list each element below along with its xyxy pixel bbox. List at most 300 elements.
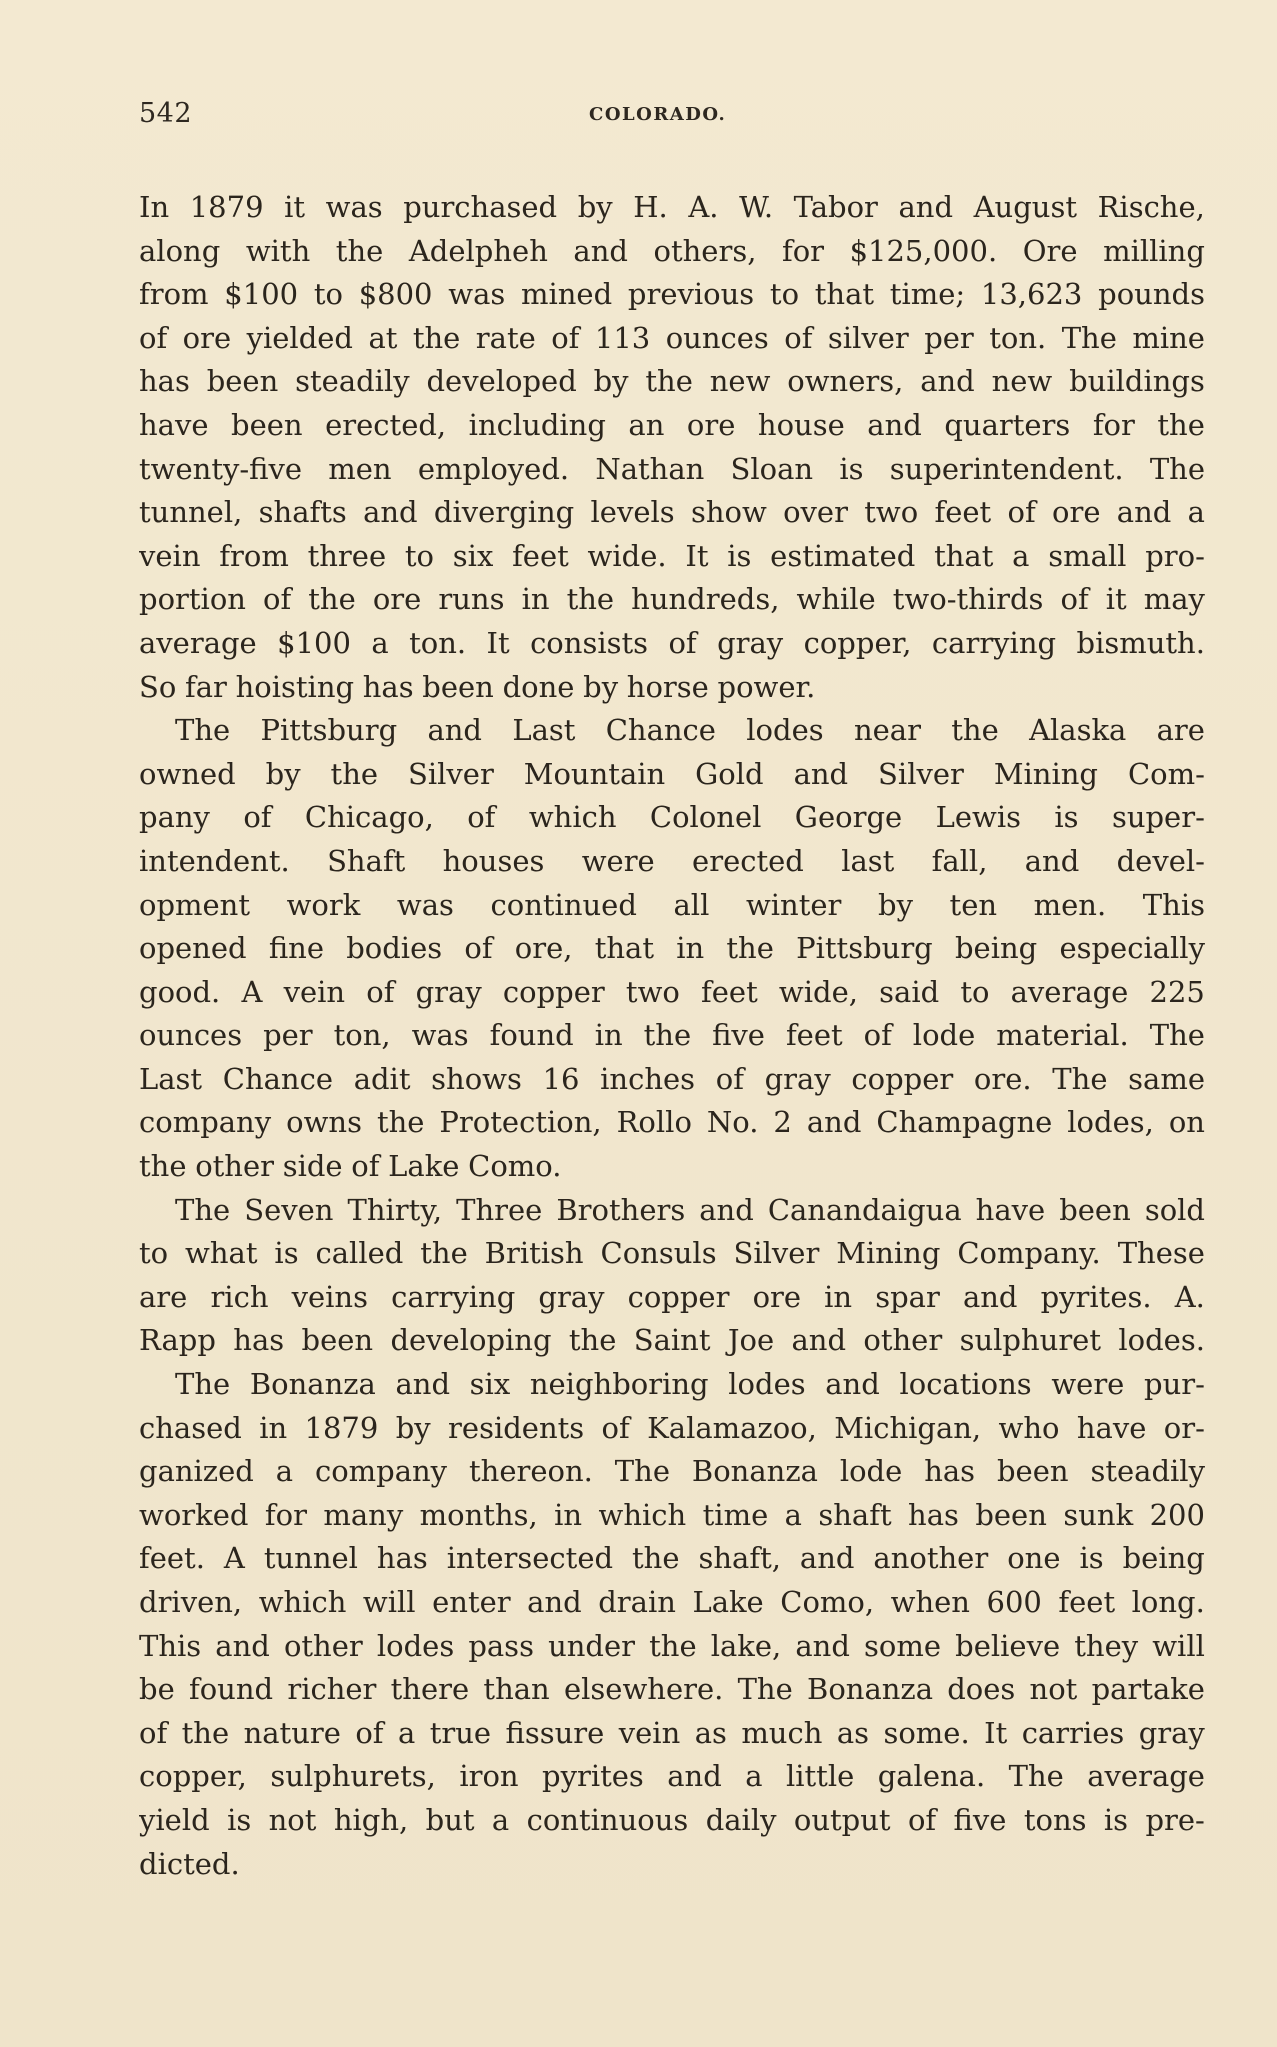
text-line bbox=[139, 1625, 1205, 1669]
word: ton. bbox=[409, 625, 467, 660]
word: super- bbox=[1111, 800, 1205, 835]
word: ore bbox=[752, 1279, 802, 1314]
word: on bbox=[1168, 1105, 1205, 1140]
word: and bbox=[427, 713, 482, 748]
word: adit bbox=[353, 1061, 411, 1096]
word: The bbox=[175, 1367, 231, 1402]
word: silver bbox=[827, 320, 909, 355]
word: in bbox=[824, 1279, 853, 1314]
word: Rollo bbox=[616, 1105, 692, 1140]
word: been bbox=[206, 364, 279, 399]
word: an bbox=[628, 407, 665, 442]
word: Lake bbox=[692, 1585, 764, 1619]
word: bismuth. bbox=[1076, 625, 1205, 660]
word: by bbox=[878, 887, 913, 922]
word: that bbox=[814, 277, 875, 312]
word: what bbox=[185, 1236, 258, 1271]
word: A bbox=[223, 1541, 245, 1576]
word: hoisting bbox=[235, 669, 355, 704]
word: lodes bbox=[746, 713, 824, 748]
word: was bbox=[411, 1018, 469, 1053]
text-line bbox=[139, 1276, 1205, 1320]
word: copper, bbox=[803, 625, 912, 660]
word: driven, bbox=[139, 1585, 243, 1619]
word: is bbox=[1079, 1541, 1104, 1576]
word: of bbox=[139, 1715, 168, 1750]
word: Bonanza bbox=[691, 1454, 818, 1489]
word: Gold bbox=[695, 756, 764, 791]
word: ore bbox=[372, 582, 422, 617]
word: fissure bbox=[505, 1715, 605, 1750]
word: Mountain bbox=[523, 756, 666, 791]
text-line bbox=[139, 1712, 1205, 1756]
text-line bbox=[139, 840, 1205, 884]
word: These bbox=[1117, 1236, 1205, 1271]
word: the bbox=[645, 364, 693, 399]
word: one bbox=[1007, 1541, 1061, 1576]
word: It bbox=[685, 538, 709, 573]
word: was bbox=[448, 277, 506, 312]
word: six bbox=[452, 538, 494, 573]
word: found bbox=[188, 1672, 274, 1707]
word: It bbox=[984, 1715, 1008, 1750]
text-line bbox=[139, 971, 1205, 1015]
word: enter bbox=[432, 1585, 511, 1619]
text-line bbox=[139, 666, 1205, 710]
text-line bbox=[139, 1450, 1205, 1494]
word: than bbox=[483, 1672, 550, 1707]
word: 600 bbox=[986, 1585, 1042, 1619]
text-line bbox=[139, 1145, 1205, 1189]
word: the bbox=[330, 756, 379, 791]
word: and bbox=[867, 407, 922, 442]
word: Consuls bbox=[600, 1236, 717, 1271]
word: believe bbox=[955, 1628, 1061, 1663]
word: the bbox=[951, 713, 999, 748]
word: Nathan bbox=[595, 451, 705, 486]
word: sold bbox=[1144, 1192, 1205, 1227]
word: of bbox=[263, 582, 292, 617]
word: to bbox=[313, 277, 343, 312]
word: of bbox=[351, 1149, 380, 1184]
word: including bbox=[468, 407, 606, 442]
word: Bonanza bbox=[807, 1672, 933, 1707]
word: is bbox=[1054, 800, 1079, 835]
word: was bbox=[325, 190, 383, 224]
word: George bbox=[794, 800, 903, 835]
word: to bbox=[769, 277, 800, 312]
word: ounces bbox=[139, 1018, 243, 1053]
word: output bbox=[793, 1802, 891, 1837]
word: been bbox=[996, 1454, 1069, 1489]
word: along bbox=[139, 233, 221, 268]
word: Canandaigua bbox=[767, 1192, 962, 1227]
word: $100 bbox=[224, 277, 299, 312]
word: gray bbox=[1138, 1715, 1205, 1750]
word: six bbox=[469, 1367, 511, 1402]
text-line bbox=[139, 927, 1205, 971]
word: Last bbox=[139, 1061, 203, 1096]
word: for bbox=[781, 233, 825, 268]
word: feet. bbox=[139, 1541, 205, 1576]
word: with bbox=[245, 233, 311, 268]
word: that bbox=[594, 931, 654, 966]
word: mine bbox=[1132, 320, 1205, 355]
word: men bbox=[328, 451, 392, 486]
word: developing bbox=[390, 1323, 552, 1358]
word: superintendent. bbox=[889, 451, 1124, 486]
word: ore bbox=[1052, 495, 1101, 530]
word: 1879 bbox=[304, 1410, 379, 1445]
word: ton, bbox=[333, 1018, 391, 1053]
word: previous bbox=[627, 277, 755, 312]
text-line bbox=[139, 317, 1205, 361]
word: So bbox=[139, 669, 177, 704]
text-line bbox=[139, 884, 1205, 928]
word: August bbox=[973, 190, 1077, 224]
word: company bbox=[314, 1454, 448, 1489]
word: to bbox=[960, 974, 990, 1009]
word: the bbox=[376, 1105, 425, 1140]
word: Brothers bbox=[556, 1192, 686, 1227]
word: feet bbox=[512, 538, 569, 573]
word: shaft bbox=[818, 1497, 892, 1532]
text-line bbox=[139, 273, 1205, 317]
word: as bbox=[836, 1715, 870, 1750]
word: will bbox=[1152, 1628, 1205, 1663]
word: The bbox=[1149, 1018, 1205, 1053]
word: Champagne bbox=[876, 1105, 1053, 1140]
word: inches bbox=[600, 1061, 696, 1096]
word: fine bbox=[268, 931, 324, 966]
text-line bbox=[139, 1581, 1205, 1625]
word: devel- bbox=[1116, 843, 1205, 878]
word: the bbox=[566, 582, 615, 617]
word: Seven bbox=[244, 1192, 334, 1227]
word: of bbox=[464, 931, 493, 966]
word: spar bbox=[875, 1279, 940, 1314]
word: Lake bbox=[388, 1149, 460, 1184]
word: Chance bbox=[605, 713, 716, 748]
word: runs bbox=[438, 582, 505, 617]
word: thereon. bbox=[469, 1454, 593, 1489]
word: of bbox=[1060, 582, 1089, 617]
word: 1879 bbox=[189, 190, 264, 224]
word: is bbox=[1103, 1802, 1129, 1837]
word: by bbox=[583, 669, 619, 704]
word: A bbox=[241, 974, 263, 1009]
word: called bbox=[315, 1236, 404, 1271]
word: and bbox=[962, 1279, 1018, 1314]
word: pur- bbox=[1144, 1367, 1205, 1402]
word: iron bbox=[459, 1759, 519, 1794]
text-line bbox=[139, 535, 1205, 579]
word: neighboring bbox=[529, 1367, 709, 1402]
word: galena. bbox=[877, 1759, 986, 1794]
word: In bbox=[139, 190, 170, 224]
word: and bbox=[667, 1759, 722, 1794]
word: Mining bbox=[836, 1236, 941, 1271]
word: which bbox=[598, 1497, 687, 1532]
word: Lewis bbox=[935, 800, 1021, 835]
word: feet bbox=[701, 974, 758, 1009]
word: lodes, bbox=[1067, 1105, 1154, 1140]
word: pass bbox=[468, 1628, 534, 1663]
word: Com- bbox=[1127, 756, 1205, 791]
word: others, bbox=[653, 233, 757, 268]
word: owns bbox=[286, 1105, 362, 1140]
word: been bbox=[1059, 1192, 1131, 1227]
word: It bbox=[486, 625, 510, 660]
word: to bbox=[404, 538, 435, 573]
word: have bbox=[975, 1192, 1046, 1227]
word: drain bbox=[598, 1585, 676, 1619]
page-number: 542 bbox=[139, 98, 193, 129]
word: the bbox=[335, 233, 384, 268]
word: Silver bbox=[408, 756, 494, 791]
word: long. bbox=[1131, 1585, 1205, 1619]
word: being bbox=[1122, 1541, 1205, 1576]
word: yield bbox=[139, 1802, 210, 1837]
word: Rische, bbox=[1097, 190, 1205, 224]
word: who bbox=[998, 1410, 1060, 1445]
word: The bbox=[1149, 451, 1205, 486]
word: side bbox=[282, 1149, 343, 1184]
word: five bbox=[712, 1018, 765, 1053]
word: Chance bbox=[222, 1061, 334, 1096]
word: gray bbox=[717, 625, 784, 660]
word: employed. bbox=[417, 451, 570, 486]
word: has bbox=[376, 1541, 428, 1576]
word: buildings bbox=[1069, 364, 1205, 399]
word: 13,623 bbox=[980, 277, 1083, 312]
word: small bbox=[1048, 538, 1127, 573]
word: carrying bbox=[931, 625, 1057, 660]
word: which bbox=[258, 1585, 347, 1619]
word: same bbox=[1128, 1061, 1205, 1096]
word: purchased bbox=[403, 190, 558, 224]
word: all bbox=[673, 887, 710, 922]
word: British bbox=[484, 1236, 584, 1271]
word: and bbox=[791, 1323, 847, 1358]
word: ten bbox=[949, 887, 998, 922]
word: The bbox=[614, 1454, 670, 1489]
word: elsewhere. bbox=[563, 1672, 724, 1707]
word: tons bbox=[1023, 1802, 1087, 1837]
word: by bbox=[593, 364, 629, 399]
word: new bbox=[991, 364, 1053, 399]
word: Silver bbox=[878, 756, 964, 791]
word: Shaft bbox=[327, 843, 406, 878]
text-line bbox=[139, 1319, 1205, 1363]
word: locations bbox=[899, 1367, 1032, 1402]
word: five bbox=[953, 1802, 1007, 1837]
word: another bbox=[873, 1541, 989, 1576]
word: have bbox=[1076, 1410, 1147, 1445]
word: it bbox=[284, 190, 306, 224]
word: the bbox=[412, 320, 461, 355]
word: from bbox=[219, 538, 289, 573]
word: two bbox=[625, 974, 680, 1009]
word: the bbox=[139, 1149, 187, 1184]
word: hundreds, bbox=[631, 582, 780, 617]
word: The bbox=[1052, 1061, 1108, 1096]
word: of bbox=[1007, 495, 1036, 530]
word: a bbox=[275, 1454, 294, 1489]
word: average bbox=[1087, 1759, 1205, 1794]
word: residents bbox=[448, 1410, 585, 1445]
word: a bbox=[397, 1715, 416, 1750]
word: been bbox=[422, 669, 494, 704]
word: material. bbox=[996, 1018, 1129, 1053]
word: sulphuret bbox=[959, 1323, 1101, 1358]
word: at bbox=[368, 320, 398, 355]
word: does bbox=[947, 1672, 1016, 1707]
word: $125,000. bbox=[849, 233, 998, 268]
word: done bbox=[502, 669, 575, 704]
word: ore, bbox=[514, 931, 573, 966]
word: pre- bbox=[1145, 1802, 1205, 1837]
word: The bbox=[175, 713, 231, 748]
word: partake bbox=[1091, 1672, 1205, 1707]
word: and bbox=[920, 364, 975, 399]
text-line bbox=[139, 1407, 1205, 1451]
word: $800 bbox=[358, 277, 433, 312]
word: Como. bbox=[468, 1149, 562, 1184]
word: been bbox=[231, 407, 303, 442]
word: developed bbox=[426, 364, 577, 399]
word: of bbox=[601, 1410, 630, 1445]
word: copper bbox=[851, 1061, 954, 1096]
word: as bbox=[694, 1715, 727, 1750]
word: rich bbox=[210, 1279, 269, 1314]
word: This bbox=[1142, 887, 1205, 922]
word: of bbox=[715, 1061, 744, 1096]
text-line bbox=[139, 753, 1205, 797]
word: A. bbox=[688, 190, 719, 224]
word: of bbox=[366, 974, 395, 1009]
word: Saint bbox=[633, 1323, 711, 1358]
word: Adelpheh bbox=[408, 233, 548, 268]
word: company bbox=[139, 1105, 272, 1140]
word: in bbox=[594, 1018, 623, 1053]
word: richer bbox=[287, 1672, 377, 1707]
word: horse bbox=[626, 669, 709, 704]
word: wide. bbox=[587, 538, 667, 573]
word: steadily bbox=[295, 364, 410, 399]
word: are bbox=[1156, 713, 1205, 748]
word: of bbox=[668, 625, 697, 660]
word: feet bbox=[934, 495, 992, 530]
text-line bbox=[139, 578, 1205, 622]
word: estimated bbox=[770, 538, 916, 573]
word: in bbox=[259, 1410, 288, 1445]
word: were bbox=[1051, 1367, 1125, 1402]
page-header bbox=[139, 98, 1204, 138]
word: has bbox=[924, 1454, 976, 1489]
word: when bbox=[890, 1585, 970, 1619]
word: a bbox=[784, 1497, 802, 1532]
word: Rapp bbox=[139, 1323, 216, 1358]
word: ganized bbox=[139, 1454, 254, 1489]
word: has bbox=[139, 364, 190, 399]
word: Silver bbox=[733, 1236, 820, 1271]
word: Kalamazoo, bbox=[647, 1410, 817, 1445]
word: new bbox=[709, 364, 771, 399]
word: Alaska bbox=[1029, 713, 1127, 748]
text-line bbox=[139, 1014, 1205, 1058]
word: Ore bbox=[1022, 233, 1078, 268]
text-line bbox=[139, 1843, 1205, 1887]
word: time; bbox=[889, 277, 966, 312]
word: was bbox=[396, 887, 454, 922]
word: many bbox=[323, 1497, 404, 1532]
word: and bbox=[898, 190, 954, 224]
word: of bbox=[784, 320, 813, 355]
word: tunnel bbox=[263, 1541, 358, 1576]
word: in bbox=[521, 582, 550, 617]
word: lode bbox=[912, 1018, 976, 1053]
word: Pittsburg bbox=[796, 931, 933, 966]
word: The bbox=[175, 1192, 231, 1227]
word: Last bbox=[512, 713, 576, 748]
text-line bbox=[139, 448, 1205, 492]
word: the bbox=[181, 1715, 230, 1750]
word: bodies bbox=[346, 931, 443, 966]
word: Company. bbox=[957, 1236, 1101, 1271]
word: 225 bbox=[1149, 974, 1205, 1009]
word: owned bbox=[139, 756, 236, 791]
word: Joe bbox=[727, 1323, 775, 1358]
body-text bbox=[139, 186, 1205, 1886]
word: from bbox=[139, 277, 209, 312]
word: and bbox=[793, 756, 849, 791]
word: and bbox=[699, 1192, 754, 1227]
word: shaft, bbox=[698, 1541, 781, 1576]
word: Sloan bbox=[730, 451, 814, 486]
word: carrying bbox=[391, 1279, 516, 1314]
word: copper bbox=[502, 974, 605, 1009]
word: of bbox=[551, 320, 580, 355]
word: under bbox=[548, 1628, 636, 1663]
word: The bbox=[737, 1672, 793, 1707]
word: that bbox=[934, 538, 994, 573]
word: especially bbox=[1059, 931, 1205, 966]
word: of bbox=[139, 320, 168, 355]
word: of bbox=[355, 1715, 384, 1750]
word: pounds bbox=[1098, 277, 1205, 312]
text-line bbox=[139, 1189, 1205, 1233]
word: little bbox=[785, 1759, 855, 1794]
word: 200 bbox=[1149, 1497, 1205, 1532]
word: Thirty, bbox=[347, 1192, 443, 1227]
word: some bbox=[864, 1628, 942, 1663]
word: not bbox=[1029, 1672, 1078, 1707]
word: the bbox=[308, 582, 356, 617]
word: and bbox=[1024, 843, 1080, 878]
word: of bbox=[243, 800, 272, 835]
word: feet bbox=[785, 1018, 843, 1053]
word: are bbox=[139, 1279, 188, 1314]
word: Tabor bbox=[793, 190, 878, 224]
running-head: COLORADO. bbox=[589, 104, 727, 125]
word: vein bbox=[283, 974, 346, 1009]
word: Chicago, bbox=[304, 800, 434, 835]
word: high, bbox=[333, 1802, 409, 1837]
word: the bbox=[649, 1628, 697, 1663]
word: nature bbox=[243, 1715, 341, 1750]
word: chased bbox=[139, 1410, 242, 1445]
